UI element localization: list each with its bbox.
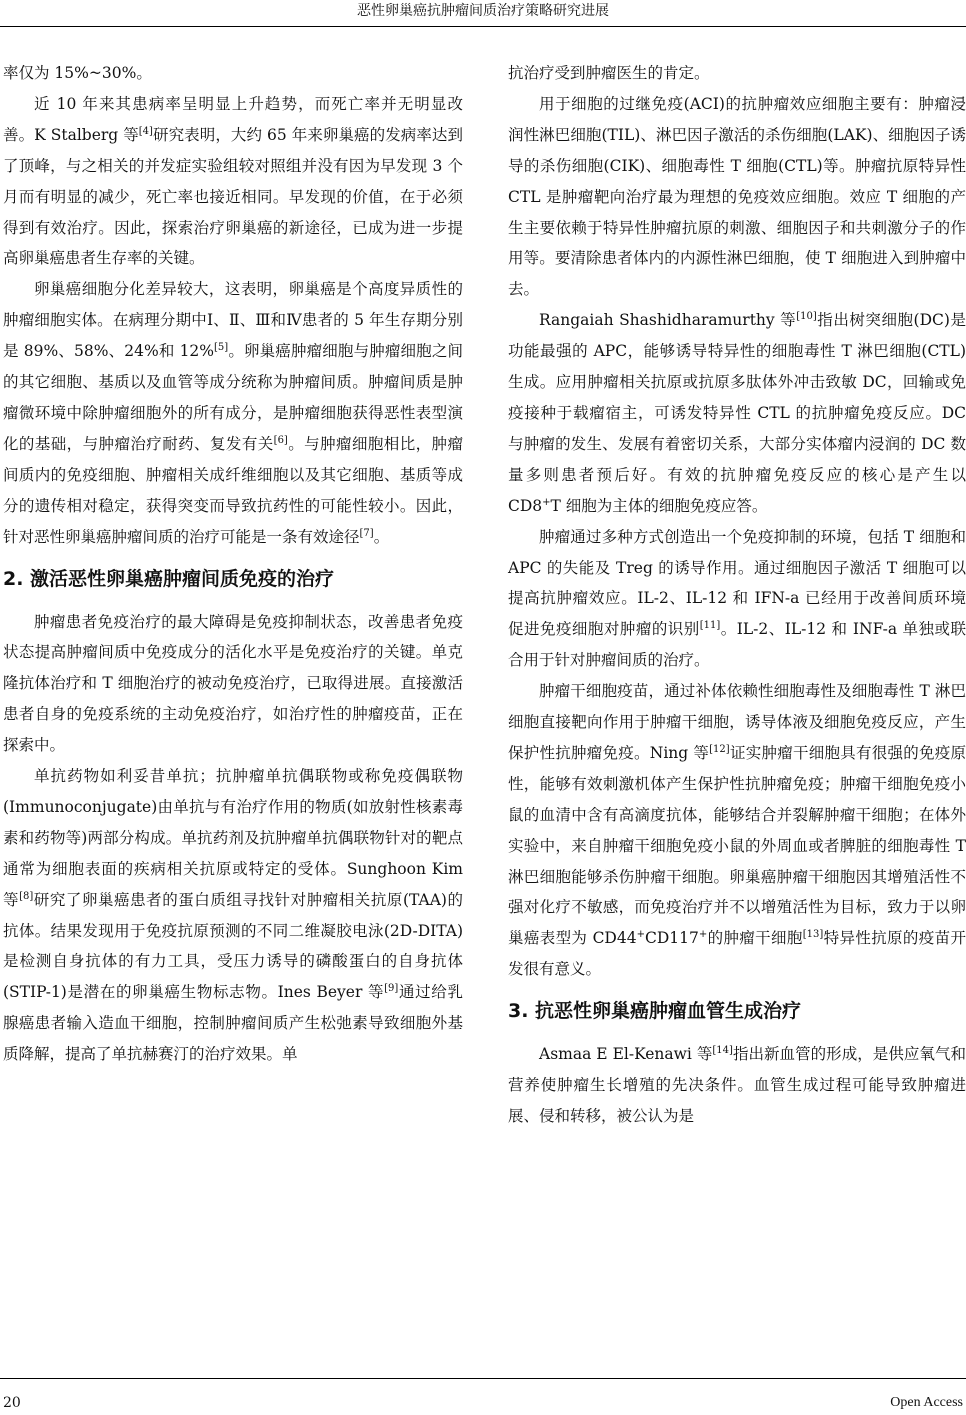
text: 。与肿瘤细胞相比，肿瘤间质内的免疫细胞、肿瘤相关成纤维细胞以及其它细胞、基质等成分的遗传相对稳定，获得突变而导致抗药性的可能性较小。因此，针对恶性卵巢癌肿瘤间质的治疗可能是一条有效途径: [3, 434, 463, 546]
citation[interactable]: [7]: [359, 527, 374, 539]
citation[interactable]: [9]: [384, 983, 399, 995]
text: 的肿瘤干细胞: [707, 929, 803, 948]
text: 通过给乳腺癌患者输入造血干细胞，控制肿瘤间质产生松弛素导致细胞外基质降解，提高了单抗赫赛汀的治疗效果。单: [3, 983, 463, 1064]
text: T 细胞为主体的细胞免疫应答。: [550, 496, 768, 515]
text: 。IL-2、IL-12 和 INF-a 单独或联合用于针对肿瘤间质的治疗。: [508, 620, 966, 670]
citation[interactable]: [14]: [712, 1045, 733, 1057]
text: 研究表明，大约 65 年来卵巢癌的发病率达到了顶峰，与之相关的并发症实验组较对照组并没有因为早发现 3 个月而有明显的减少，死亡率也接近相同。早发现的价值，在于必须得到有效治疗。因此，探索治疗卵巢癌的新途径，已成为进一步提高卵巢癌患者生存率的关键。: [3, 125, 463, 268]
text: 研究了卵巢癌患者的蛋白质组寻找针对肿瘤相关抗原(TAA)的抗体。结果发现用于免疫抗原预测的不同二维凝胶电泳(2D-DITA)是检测自身抗体的有力工具，受压力诱导的磷酸蛋白的自身抗体(STIP-1)是潜在的卵巢癌生物标志物。Ines Beyer 等: [3, 890, 463, 1002]
citation[interactable]: [5]: [214, 342, 229, 353]
citation[interactable]: [4]: [138, 125, 153, 137]
paragraph: [3, 607, 463, 762]
text: 率仅为 15%~30%。: [3, 64, 152, 82]
page-number: 20: [3, 1395, 21, 1411]
superscript: +: [542, 496, 551, 508]
paragraph: [3, 761, 463, 1070]
section-heading-3: 3. 抗恶性卵巢癌肿瘤血管生成治疗: [508, 1000, 802, 1023]
text: 。: [373, 527, 390, 546]
text: 抗治疗受到肿瘤医生的肯定。: [508, 64, 710, 82]
paragraph: [508, 89, 966, 305]
text: 肿瘤患者免疫治疗的最大障碍是免疫抑制状态，改善患者免疫状态提高肿瘤间质中免疫成分的活化水平是免疫治疗的关键。单克隆抗体治疗和 T 细胞治疗的被动免疫治疗，已取得进展。直接激活患者自身的免疫系统的主动免疫治疗，如治疗性的肿瘤疫苗，正在探索中。: [3, 612, 463, 755]
citation[interactable]: [8]: [19, 890, 34, 902]
text: 单抗药物如利妥昔单抗；抗肿瘤单抗偶联物或称免疫偶联物(Immunoconjugate)由单抗与有治疗作用的物质(如放射性核素毒素和药物等)两部分构成。单抗药剂及抗肿瘤单抗偶联物针对的靶点通常为细胞表面的疾病相关抗原或特定的受体。Sunghoon Kim 等: [3, 767, 463, 909]
journal-label: Open Access: [890, 1395, 963, 1410]
superscript: +: [698, 929, 708, 941]
text: 卵巢癌细胞分化差异较大，这表明，卵巢癌是个高度异质性的肿瘤细胞实体。在病理分期中Ⅰ、Ⅱ、Ⅲ和Ⅳ患者的 5 年生存期分别是 89%、58%、24%和 12%: [3, 280, 463, 361]
paragraph: [508, 676, 966, 985]
text: 特异性抗原的疫苗开发很有意义。: [508, 929, 966, 979]
text: 指出树突细胞(DC)是功能最强的 APC，能够诱导特异性的细胞毒性 T 淋巴细胞(CTL)生成。应用肿瘤相关抗原或抗原多肽体外冲击致敏 DC，回输或免疫接种于载瘤宿主，可诱发特异性 CTL 的抗肿瘤免疫反应。DC 与肿瘤的发生、发展有着密切关系，大部分实体瘤内浸润的 DC 数量多则患者预后好。有效的抗肿瘤免疫反应的核心是产生以 CD8: [508, 311, 966, 515]
paragraph: [508, 1039, 966, 1132]
running-header: [0, 0, 966, 27]
text: 。卵巢癌肿瘤细胞与肿瘤细胞之间的其它细胞、基质以及血管等成分统称为肿瘤间质。肿瘤间质是肿瘤微环境中除肿瘤细胞外的所有成分，是肿瘤细胞获得恶性表型演化的基础，与肿瘤治疗耐药、复发有关: [3, 342, 463, 453]
running-title: 恶性卵巢癌抗肿瘤间质治疗策略研究进展: [357, 3, 609, 19]
text: Rangaiah Shashidharamurthy 等: [539, 311, 797, 330]
section-heading-2: 2. 激活恶性卵巢癌肿瘤间质免疫的治疗: [3, 567, 335, 590]
paragraph: [3, 274, 463, 552]
text: Asmaa E El-Kenawi 等: [539, 1045, 713, 1064]
text: 肿瘤通过多种方式创造出一个免疫抑制的环境，包括 T 细胞和 APC 的失能及 Treg 的诱导作用。通过细胞因子激活 T 细胞可以提高抗肿瘤效应。IL-2、IL-12 和 IFN-a 已经用于改善间质环境促进免疫细胞对肿瘤的识别: [508, 527, 966, 639]
paragraph: [3, 89, 463, 274]
text: CD117: [644, 929, 699, 948]
text: 指出新血管的形成，是供应氧气和营养使肿瘤生长增殖的先决条件。血管生成过程可能导致肿瘤进展、侵和转移，被公认为是: [508, 1045, 966, 1125]
left-column: [3, 58, 463, 1070]
page-footer: [0, 1378, 966, 1415]
text: 用于细胞的过继免疫(ACI)的抗肿瘤效应细胞主要有：肿瘤浸润性淋巴细胞(TIL)、淋巴因子激活的杀伤细胞(LAK)、细胞因子诱导的杀伤细胞(CIK)、细胞毒性 T 细胞(CTL)等。肿瘤抗原特异性 CTL 是肿瘤靶向治疗最为理想的免疫效应细胞。效应 T 细胞的产生主要依赖于特异性肿瘤抗原的刺激、细胞因子和共刺激分子的作用等。要清除患者体内的内源性淋巴细胞，使 T 细胞进入到肿瘤中去。: [508, 94, 966, 299]
text: 肿瘤干细胞疫苗，通过补体依赖性细胞毒性及细胞毒性 T 淋巴细胞直接靶向作用于肿瘤干细胞，诱导体液及细胞免疫反应，产生保护性抗肿瘤免疫。Ning 等: [508, 682, 966, 762]
paragraph-continued: [508, 58, 966, 89]
text: 近 10 年来其患病率呈明显上升趋势，而死亡率并无明显改善。K Stalberg 等: [3, 94, 463, 144]
citation[interactable]: [13]: [802, 929, 824, 941]
right-column: [508, 58, 966, 1132]
citation[interactable]: [10]: [796, 311, 817, 323]
paragraph-continued: [3, 58, 463, 89]
text: 证实肿瘤干细胞具有很强的免疫原性，能够有效刺激机体产生保护性抗肿瘤免疫；肿瘤干细胞免疫小鼠的血清中含有高滴度抗体，能够结合并裂解肿瘤干细胞；在体外实验中，来自肿瘤干细胞免疫小鼠的外周血或者脾脏的细胞毒性 T 淋巴细胞能够杀伤肿瘤干细胞。卵巢癌肿瘤干细胞因其增殖活性不强对化疗不敏感，而免疫治疗并不以增殖活性为目标，致力于以卵巢癌表型为 CD44: [508, 743, 966, 948]
citation[interactable]: [11]: [699, 620, 721, 632]
citation[interactable]: [12]: [709, 743, 730, 755]
paragraph: [508, 305, 966, 521]
citation[interactable]: [6]: [273, 434, 288, 446]
superscript: +: [636, 929, 645, 941]
paragraph: [508, 522, 966, 677]
